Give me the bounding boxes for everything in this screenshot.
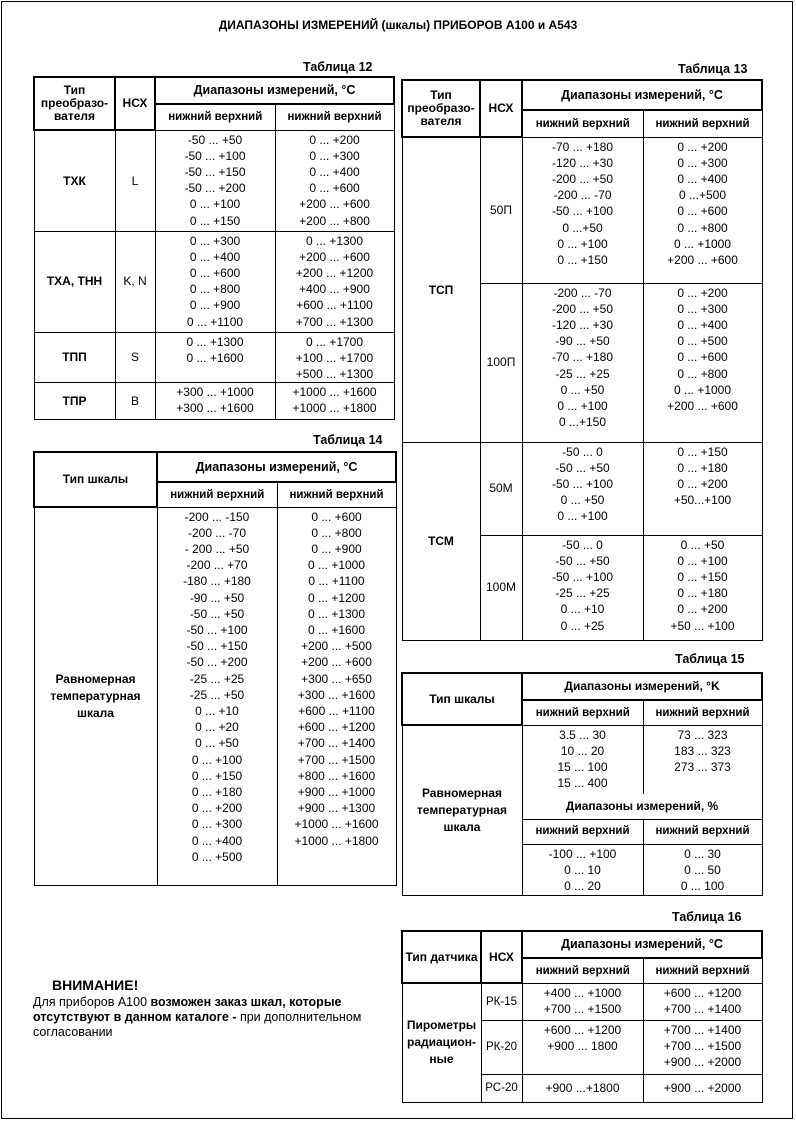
t13-group-type: ТСМ <box>402 442 480 640</box>
t15-pct-low-values: -100 ... +100 0 ... 10 0 ... 20 <box>548 846 617 893</box>
t12-row-low: +300 ... +1000 +300 ... +1600 <box>176 385 254 416</box>
notice <box>33 978 393 1040</box>
t16-sensor-type: Пирометры радиацион-ные <box>402 983 481 1102</box>
t12-row-high: +1000 ... +1600 +1000 ... +1800 <box>292 385 377 416</box>
t12-row-nsx: S <box>115 332 155 383</box>
t13-row-low: -50 ... 0 -50 ... +50 -50 ... +100 0 ... +50 0 ... +100 <box>551 444 614 524</box>
t15-range-pct-header: Диапазоны измерений, % <box>522 794 762 819</box>
table-14 <box>33 451 397 886</box>
t12-row-low: -50 ... +50 -50 ... +100 -50 ... +150 -50 ... +200 0 ... +100 0 ... +150 <box>184 132 246 228</box>
t12-row-high: 0 ... +1700 +100 ... +1700 +500 ... +1300 <box>295 334 374 381</box>
table-13-caption: Таблица 13 <box>678 62 748 76</box>
t12-row-nsx: L <box>115 130 155 231</box>
t16-row-nsx: РК-15 <box>481 983 522 1020</box>
t12-type-header: Тип преобразо-вателя <box>34 77 115 130</box>
t16-range-header: Диапазоны измерений, °С <box>522 931 762 958</box>
table-12-caption: Таблица 12 <box>303 60 373 74</box>
t12-row-nsx: B <box>115 383 155 420</box>
t13-row-nsx: 50П <box>480 137 522 283</box>
table-15-caption: Таблица 15 <box>675 652 745 666</box>
t12-row-nsx: K, N <box>115 231 155 332</box>
t13-group-type: ТСП <box>402 137 480 442</box>
t13-row-high: 0 ... +200 0 ... +300 0 ... +400 0 ... +500 0 ... +600 0 ... +800 0 ... +1000 +200 ... +600 <box>667 285 738 413</box>
t13-range-header: Диапазоны измерений, °С <box>522 80 762 110</box>
t13-nsx-header: НСХ <box>480 80 522 137</box>
t13-type-header: Тип преобразо-вателя <box>402 80 480 137</box>
t15-pct-high-values: 0 ... 30 0 ... 50 0 ... 100 <box>680 846 725 893</box>
t13-row-nsx: 100М <box>480 535 522 640</box>
t15-pct-low-header: нижний верхний <box>522 819 643 844</box>
t14-low-header: нижний верхний <box>157 482 277 507</box>
notice-text-b: возможен заказ шкал, которые отсутствуют в данном каталоге - <box>33 995 342 1024</box>
t12-row-type: ТХА, ТНН <box>34 231 115 332</box>
table-14-caption: Таблица 14 <box>313 433 383 447</box>
table-16 <box>401 930 763 1103</box>
t12-row-type: ТПР <box>34 383 115 420</box>
t13-row-nsx: 50М <box>480 442 522 535</box>
t13-row-nsx: 100П <box>480 283 522 442</box>
t12-high-header: нижний верхний <box>275 104 394 130</box>
t14-range-header: Диапазоны измерений, °С <box>157 452 396 482</box>
t14-low-values: -200 ... -150 -200 ... -70 - 200 ... +50 -200 ... +70 -180 ... +180 -90 ... +50 -50 ... +50 -50 ... +100 -50 ... +150 -50 ... +200 -25 ... +25 -25 ... +50 0 ... +10 0 ... +20 0 ... +50 0 ... +100 0 ... +150 0 ... +180 0 ... +200 0 ... +300 0 ... +400 0 ... +500 <box>183 509 251 864</box>
t12-nsx-header: НСХ <box>115 77 155 130</box>
notice-heading: ВНИМАНИЕ! <box>52 977 139 993</box>
table-16-caption: Таблица 16 <box>672 910 742 924</box>
t16-row-high: +900 ... +2000 <box>643 1074 762 1102</box>
t12-row-high: 0 ... +200 0 ... +300 0 ... +400 0 ... +600 +200 ... +600 +200 ... +800 <box>299 132 370 228</box>
t13-row-high: 0 ... +200 0 ... +300 0 ... +400 0 ...+500 0 ... +600 0 ... +800 0 ... +1000 +200 ... +600 <box>667 139 738 267</box>
table-13 <box>401 79 763 641</box>
t12-range-header: Диапазоны измерений, °С <box>155 77 394 104</box>
table-15 <box>401 672 763 896</box>
t16-row-low: +900 ...+1800 <box>522 1074 643 1102</box>
t15-scale-type: Равномерная температурная шкала <box>402 725 522 895</box>
t12-row-type: ТПП <box>34 332 115 383</box>
t13-row-high: 0 ... +150 0 ... +180 0 ... +200 +50...+100 <box>673 444 732 508</box>
t15-k-high-values: 73 ... 323 183 ... 323 273 ... 373 <box>674 727 731 774</box>
page-title: ДИАПАЗОНЫ ИЗМЕРЕНИЙ (шкалы) ПРИБОРОВ А100 и А543 <box>218 18 578 32</box>
notice-text-a: Для приборов А100 <box>33 995 151 1009</box>
t14-high-values: 0 ... +600 0 ... +800 0 ... +900 0 ... +1000 0 ... +1100 0 ... +1200 0 ... +1300 0 ... +1600 +200 ... +500 +200 ... +600 +300 ... +650 +300 ... +1600 +600 ... +1100 +600 ... +1200 +700 ... +1400 +700 ... +1500 +800 ... +1600 +900 ... +1000 +900 ... +1300 +1000 ... +1600 +1000 ... +1800 <box>294 509 379 848</box>
t16-nsx-header: НСХ <box>481 931 522 983</box>
t16-row-nsx: РК-20 <box>481 1020 522 1074</box>
t12-row-low: 0 ... +300 0 ... +400 0 ... +600 0 ... +800 0 ... +900 0 ... +1100 <box>186 233 244 329</box>
notice-text <box>33 995 393 1040</box>
t15-range-k-header: Диапазоны измерений, °K <box>522 673 762 700</box>
t13-high-header: нижний верхний <box>643 110 762 137</box>
t16-high-header: нижний верхний <box>643 958 762 983</box>
table-12 <box>33 76 395 420</box>
t16-row-low: +600 ... +1200 +900 ... 1800 <box>543 1022 622 1053</box>
t16-low-header: нижний верхний <box>522 958 643 983</box>
t16-row-high: +600 ... +1200 +700 ... +1400 <box>663 985 742 1016</box>
t15-scale-header: Тип шкалы <box>402 673 522 725</box>
t15-high-header: нижний верхний <box>643 700 762 725</box>
t15-low-header: нижний верхний <box>522 700 643 725</box>
t12-row-high: 0 ... +1300 +200 ... +600 +200 ... +1200 +400 ... +900 +600 ... +1100 +700 ... +1300 <box>295 233 374 329</box>
t14-scale-type: Равномерная температурная шкала <box>34 507 157 885</box>
t16-type-header: Тип датчика <box>402 931 481 983</box>
t16-row-low: +400 ... +1000 +700 ... +1500 <box>543 985 622 1016</box>
t13-row-low: -200 ... -70 -200 ... +50 -120 ... +30 -90 ... +50 -70 ... +180 -25 ... +25 0 ... +50 0 ... +100 0 ...+150 <box>551 285 614 430</box>
t15-pct-high-header: нижний верхний <box>643 819 762 844</box>
t13-low-header: нижний верхний <box>522 110 643 137</box>
t12-row-type: ТХК <box>34 130 115 231</box>
t16-row-nsx: РС-20 <box>481 1074 522 1102</box>
t15-k-low-values: 3.5 ... 30 10 ... 20 15 ... 100 15 ... 400 <box>557 727 608 791</box>
t13-row-low: -50 ... 0 -50 ... +50 -50 ... +100 -25 ... +25 0 ... +10 0 ... +25 <box>551 537 614 633</box>
t14-high-header: нижний верхний <box>277 482 396 507</box>
t13-row-low: -70 ... +180 -120 ... +30 -200 ... +50 -200 ... -70 -50 ... +100 0 ...+50 0 ... +100 0 ... +150 <box>551 139 614 267</box>
t14-scale-header: Тип шкалы <box>34 452 157 507</box>
t13-row-high: 0 ... +50 0 ... +100 0 ... +150 0 ... +180 0 ... +200 +50 ... +100 <box>670 537 735 633</box>
t12-low-header: нижний верхний <box>155 104 275 130</box>
notice-text-c: при дополнительном согласовании <box>33 1010 362 1039</box>
t16-row-high: +700 ... +1400 +700 ... +1500 +900 ... +2000 <box>663 1022 742 1069</box>
t12-row-low: 0 ... +1300 0 ... +1600 <box>186 334 244 365</box>
